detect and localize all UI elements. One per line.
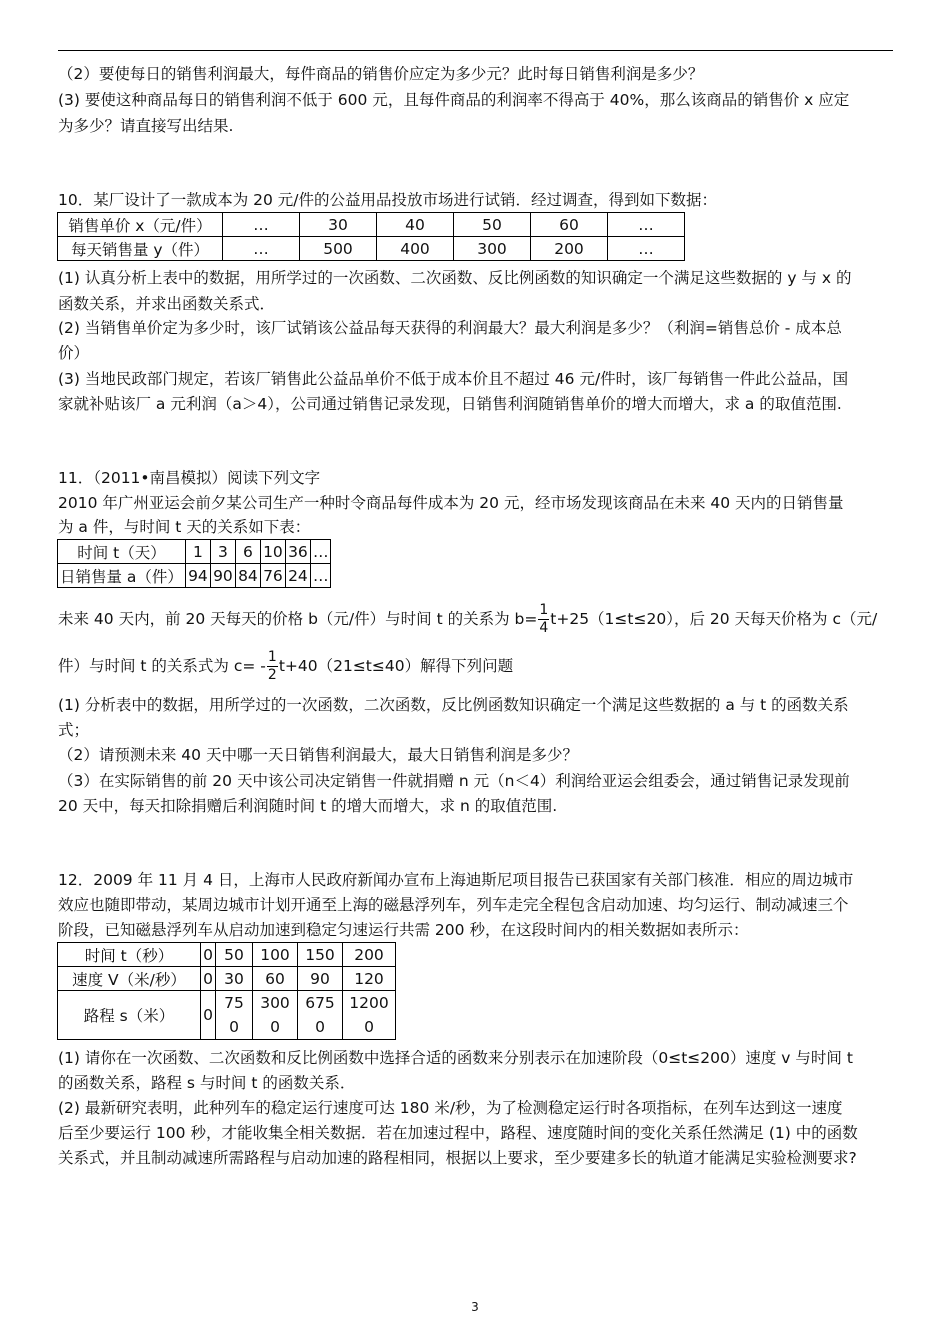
table-cell: 36 bbox=[285, 540, 310, 564]
table-cell: … bbox=[310, 540, 331, 564]
fraction-denominator: 2 bbox=[267, 667, 277, 683]
table-cell: 3 bbox=[210, 540, 235, 564]
text-line: （3）在实际销售的前 20 天中该公司决定销售一件就捐赠 n 元（n＜4）利润给亚运会组委会，通过销售记录发现前 bbox=[58, 772, 850, 790]
table-cell bbox=[298, 991, 343, 1040]
table-cell: 30 bbox=[216, 967, 253, 991]
table-row bbox=[58, 943, 396, 967]
table-cell: 90 bbox=[210, 564, 235, 588]
table-cell: 速度 V（米/秒） bbox=[58, 967, 201, 991]
cell-line: 75 bbox=[224, 994, 244, 1012]
text-fragment: 件）与时间 t 的关系式为 c= - bbox=[58, 657, 266, 675]
text-fragment: t+25（1≤t≤20），后 20 天每天价格为 c（元/ bbox=[550, 610, 878, 628]
q10-table bbox=[57, 212, 685, 261]
table-cell: 400 bbox=[377, 237, 454, 261]
table-cell: 30 bbox=[300, 213, 377, 237]
cell-line: 0 bbox=[270, 1018, 280, 1036]
table-cell: 24 bbox=[285, 564, 310, 588]
table-cell: 50 bbox=[454, 213, 531, 237]
text-line: 价） bbox=[58, 344, 90, 362]
text-line: 2010 年广州亚运会前夕某公司生产一种时令商品每件成本为 20 元，经市场发现该商品在未来 40 天内的日销售量 bbox=[58, 494, 844, 512]
text-line: (1) 认真分析上表中的数据，用所学过的一次函数、二次函数、反比例函数的知识确定一个满足这些数据的 y 与 x 的 bbox=[58, 269, 852, 287]
table-cell bbox=[216, 991, 253, 1040]
table-cell: … bbox=[608, 213, 685, 237]
table-cell: 销售单价 x（元/件） bbox=[58, 213, 223, 237]
text-fragment: 未来 40 天内，前 20 天每天的价格 b（元/件）与时间 t 的关系为 b= bbox=[58, 610, 538, 628]
table-cell: 60 bbox=[253, 967, 298, 991]
cell-line: 0 bbox=[203, 1006, 213, 1024]
table-cell: 90 bbox=[298, 967, 343, 991]
text-line: 为 a 件，与时间 t 天的关系如下表： bbox=[58, 518, 311, 536]
fraction-denominator: 4 bbox=[539, 620, 549, 636]
text-fragment: t+40（21≤t≤40）解得下列问题 bbox=[278, 657, 514, 675]
text-line: 关系式，并且制动减速所需路程与启动加速的路程相同，根据以上要求，至少要建多长的轨道才能满足实验检测要求? bbox=[58, 1149, 857, 1167]
table-cell: … bbox=[310, 564, 331, 588]
cell-line: 1200 bbox=[349, 994, 389, 1012]
table-cell: 时间 t（秒） bbox=[58, 943, 201, 967]
fraction-numerator: 1 bbox=[539, 602, 549, 618]
fraction-one-half bbox=[267, 649, 278, 684]
table-cell: 76 bbox=[260, 564, 285, 588]
table-cell: 50 bbox=[216, 943, 253, 967]
table-row bbox=[58, 991, 396, 1040]
table-row bbox=[58, 213, 685, 237]
text-line: （2）请预测未来 40 天中哪一天日销售利润最大，最大日销售利润是多少？ bbox=[58, 746, 578, 764]
table-cell: 150 bbox=[298, 943, 343, 967]
text-line: 后至少要运行 100 秒，才能收集全相关数据．若在加速过程中，路程、速度随时间的变化关系任然满足 (1) 中的函数 bbox=[58, 1124, 858, 1142]
b-formula-line bbox=[58, 599, 877, 639]
table-row bbox=[58, 564, 331, 588]
q12-intro: 12．2009 年 11 月 4 日，上海市人民政府新闻办宣布上海迪斯尼项目报告已获国家有关部门核准．相应的周边城市 bbox=[58, 871, 854, 889]
table-cell: 200 bbox=[343, 943, 396, 967]
table-row bbox=[58, 967, 396, 991]
text-line: 为多少？请直接写出结果. bbox=[58, 117, 234, 135]
table-cell: 时间 t（天） bbox=[58, 540, 186, 564]
cell-line: 300 bbox=[260, 994, 290, 1012]
q11-title: 11．（2011•南昌模拟）阅读下列文字 bbox=[58, 469, 321, 487]
text-line: 阶段，已知磁悬浮列车从启动加速到稳定匀速运行共需 200 秒，在这段时间内的相关数据如表所示： bbox=[58, 921, 749, 939]
table-cell: 6 bbox=[235, 540, 260, 564]
table-row bbox=[58, 540, 331, 564]
text-line: (1) 请你在一次函数、二次函数和反比例函数中选择合适的函数来分别表示在加速阶段（0≤t≤200）速度 v 与时间 t bbox=[58, 1049, 853, 1067]
table-cell bbox=[343, 991, 396, 1040]
table-cell: … bbox=[223, 237, 300, 261]
text-line: （2）要使每日的销售利润最大，每件商品的销售价应定为多少元？此时每日销售利润是多少？ bbox=[58, 65, 704, 83]
text-line: 效应也随即带动，某周边城市计划开通至上海的磁悬浮列车，列车走完全程包含启动加速、均匀运行、制动减速三个 bbox=[58, 896, 849, 914]
cell-line: 0 bbox=[364, 1018, 374, 1036]
fraction-one-quarter bbox=[538, 602, 549, 637]
table-cell bbox=[253, 991, 298, 1040]
page-number: 3 bbox=[471, 1300, 479, 1314]
table-cell bbox=[201, 991, 216, 1040]
table-cell: 路程 s（米） bbox=[58, 991, 201, 1040]
table-cell: 1 bbox=[185, 540, 210, 564]
text-line: 式； bbox=[58, 721, 90, 739]
table-cell: … bbox=[608, 237, 685, 261]
c-formula-line bbox=[58, 646, 513, 686]
cell-line: 0 bbox=[229, 1018, 239, 1036]
cell-line: 0 bbox=[315, 1018, 325, 1036]
table-cell: 500 bbox=[300, 237, 377, 261]
text-line: (1) 分析表中的数据，用所学过的一次函数，二次函数，反比例函数知识确定一个满足这些数据的 a 与 t 的函数关系 bbox=[58, 696, 849, 714]
text-line: (2) 最新研究表明，此种列车的稳定运行速度可达 180 米/秒，为了检测稳定运行时各项指标，在列车达到这一速度 bbox=[58, 1099, 843, 1117]
q10-intro: 10．某厂设计了一款成本为 20 元/件的公益用品投放市场进行试销．经过调查，得到如下数据： bbox=[58, 191, 718, 209]
table-cell: 日销售量 a（件） bbox=[58, 564, 186, 588]
table-cell: 10 bbox=[260, 540, 285, 564]
table-cell: 0 bbox=[201, 943, 216, 967]
q11-table bbox=[57, 539, 331, 588]
table-cell: 120 bbox=[343, 967, 396, 991]
table-cell: … bbox=[223, 213, 300, 237]
fraction-numerator: 1 bbox=[267, 649, 277, 665]
table-cell: 100 bbox=[253, 943, 298, 967]
cell-line: 675 bbox=[305, 994, 335, 1012]
text-line: (3) 当地民政部门规定，若该厂销售此公益品单价不低于成本价且不超过 46 元/件时，该厂每销售一件此公益品，国 bbox=[58, 370, 849, 388]
table-cell: 0 bbox=[201, 967, 216, 991]
table-cell: 40 bbox=[377, 213, 454, 237]
text-line: 20 天中，每天扣除捐赠后利润随时间 t 的增大而增大，求 n 的取值范围. bbox=[58, 797, 558, 815]
text-line: (3) 要使这种商品每日的销售利润不低于 600 元，且每件商品的利润率不得高于 40%，那么该商品的销售价 x 应定 bbox=[58, 91, 850, 109]
text-line: (2) 当销售单价定为多少时，该厂试销该公益品每天获得的利润最大？最大利润是多少？（利润=销售总价 - 成本总 bbox=[58, 319, 842, 337]
table-cell: 60 bbox=[531, 213, 608, 237]
q12-table bbox=[57, 942, 396, 1040]
table-cell: 94 bbox=[185, 564, 210, 588]
table-row bbox=[58, 237, 685, 261]
text-line: 家就补贴该厂 a 元利润（a＞4），公司通过销售记录发现，日销售利润随销售单价的增大而增大，求 a 的取值范围. bbox=[58, 395, 842, 413]
header-rule bbox=[58, 50, 893, 51]
text-line: 函数关系，并求出函数关系式． bbox=[58, 295, 276, 313]
table-cell: 300 bbox=[454, 237, 531, 261]
table-cell: 每天销售量 y（件） bbox=[58, 237, 223, 261]
text-line: 的函数关系，路程 s 与时间 t 的函数关系． bbox=[58, 1074, 356, 1092]
table-cell: 200 bbox=[531, 237, 608, 261]
table-cell: 84 bbox=[235, 564, 260, 588]
